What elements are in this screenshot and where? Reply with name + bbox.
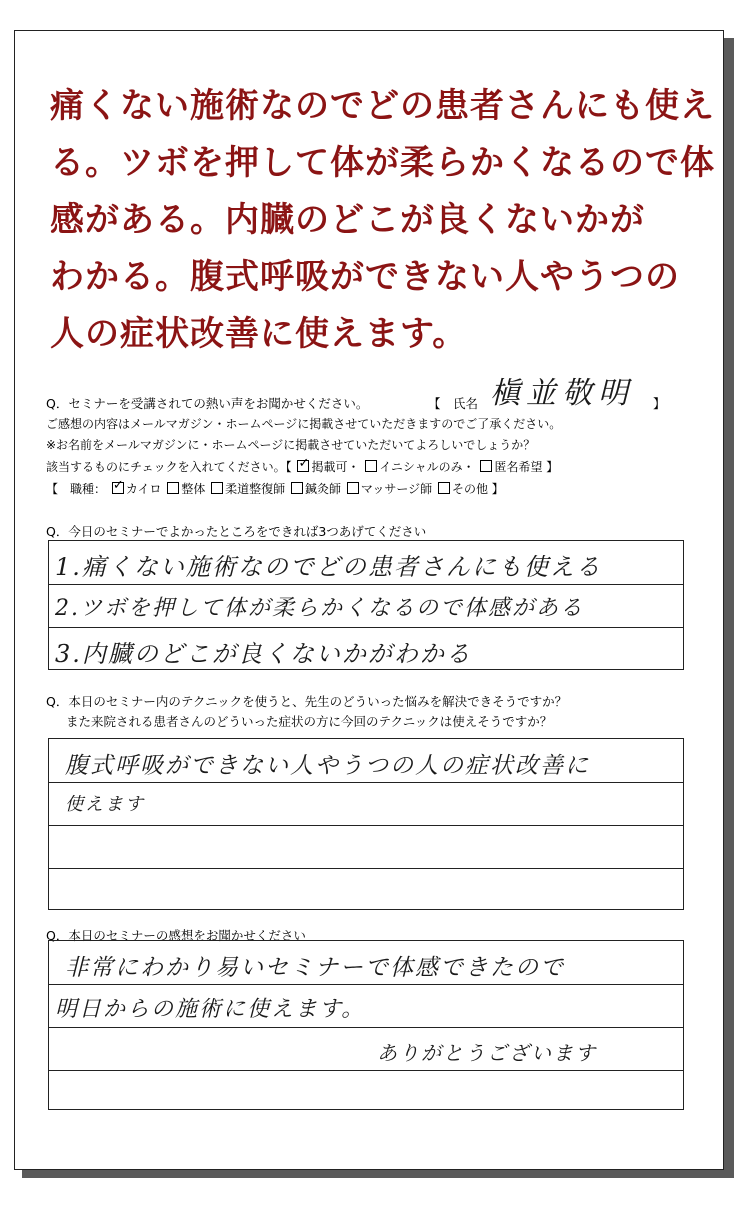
job-prefix: 【 職種： xyxy=(46,482,107,496)
handwritten-answer: 腹式呼吸ができない人やうつの人の症状改善に xyxy=(65,753,590,779)
ruled-line xyxy=(49,1070,683,1071)
consent-suffix: 】 xyxy=(546,460,559,474)
ruled-line xyxy=(49,627,683,628)
question-technique-line1: Q．本日のセミナー内のテクニックを使うと、先生のどういった悩みを解決できそうですか？ xyxy=(46,694,568,709)
job-row xyxy=(46,480,504,497)
question-impressions: Q．本日のセミナーの感想をお聞かせください xyxy=(46,928,306,943)
ruled-line xyxy=(49,1027,683,1028)
checkbox-job-other[interactable] xyxy=(438,482,450,494)
answer-box-technique xyxy=(48,738,684,910)
checkbox-job-seitai[interactable] xyxy=(167,482,179,494)
consent-option: イニシャルのみ・ xyxy=(379,460,475,474)
checkbox-initials-only[interactable] xyxy=(365,460,377,472)
handwritten-answer: ありがとうございます xyxy=(377,1041,597,1065)
headline-quote xyxy=(50,78,715,363)
job-option: 鍼灸師 xyxy=(305,482,342,496)
headline-line: 人の症状改善に使えます。 xyxy=(50,314,468,354)
job-option: マッサージ師 xyxy=(360,482,433,496)
consent-option: 掲載可・ xyxy=(311,460,360,474)
job-option: 柔道整復師 xyxy=(225,482,286,496)
consent-option: 匿名希望 xyxy=(494,460,543,474)
headline-line: 感がある。内臓のどこが良くないかが xyxy=(50,200,645,240)
handwritten-answer: 明日からの施術に使えます。 xyxy=(55,997,366,1022)
answer-box-good-points xyxy=(48,540,684,670)
headline-line: 痛くない施術なのでどの患者さんにも使え xyxy=(50,86,715,126)
note-name-permission: ※お名前をメールマガジンに・ホームページに掲載させていただいてよろしいでしょうか？ xyxy=(46,438,536,452)
name-handwritten: 槇並敬明 xyxy=(490,376,634,411)
job-suffix: 】 xyxy=(491,482,504,496)
checkbox-job-massage[interactable] xyxy=(347,482,359,494)
handwritten-answer: 2.ツボを押して体が柔らかくなるので体感がある xyxy=(55,596,584,621)
note-publish: ご感想の内容はメールマガジン・ホームページに掲載させていただきますのでご了承ください。 xyxy=(46,417,562,431)
handwritten-answer: 非常にわかり易いセミナーで体感できたので xyxy=(65,955,565,981)
name-close: 】 xyxy=(653,396,666,411)
checkbox-job-chiro[interactable] xyxy=(112,482,124,494)
ruled-line xyxy=(49,782,683,783)
answer-box-impressions xyxy=(48,940,684,1110)
checkbox-job-acupuncture[interactable] xyxy=(291,482,303,494)
ruled-line xyxy=(49,868,683,869)
job-option: その他 xyxy=(451,482,488,496)
handwritten-answer: 1.痛くない施術なのでどの患者さんにも使える xyxy=(55,553,602,581)
checkbox-publish-ok[interactable] xyxy=(297,460,309,472)
headline-line: る。ツボを押して体が柔らかくなるので体 xyxy=(50,143,715,183)
job-option: カイロ xyxy=(125,482,162,496)
ruled-line xyxy=(49,984,683,985)
job-option: 整体 xyxy=(181,482,206,496)
name-label: 【 氏名 xyxy=(428,396,479,411)
consent-row xyxy=(46,458,558,475)
consent-prefix: 該当するものにチェックを入れてください。【 xyxy=(46,460,292,474)
handwritten-answer: 3.内臓のどこが良くないかがわかる xyxy=(55,640,472,668)
question-good-points: Q．今日のセミナーでよかったところをできれば3つあげてください xyxy=(46,524,427,539)
handwritten-answer: 使えます xyxy=(65,794,145,815)
checkbox-job-judo[interactable] xyxy=(211,482,223,494)
headline-line: わかる。腹式呼吸ができない人やうつの xyxy=(50,257,680,297)
question-voice: Q．セミナーを受講されての熱い声をお聞かせください。 xyxy=(46,396,369,411)
ruled-line xyxy=(49,825,683,826)
question-technique-line2: また来院される患者さんのどういった症状の方に今回のテクニックは使えそうですか？ xyxy=(66,714,553,729)
checkbox-anonymous[interactable] xyxy=(480,460,492,472)
ruled-line xyxy=(49,584,683,585)
